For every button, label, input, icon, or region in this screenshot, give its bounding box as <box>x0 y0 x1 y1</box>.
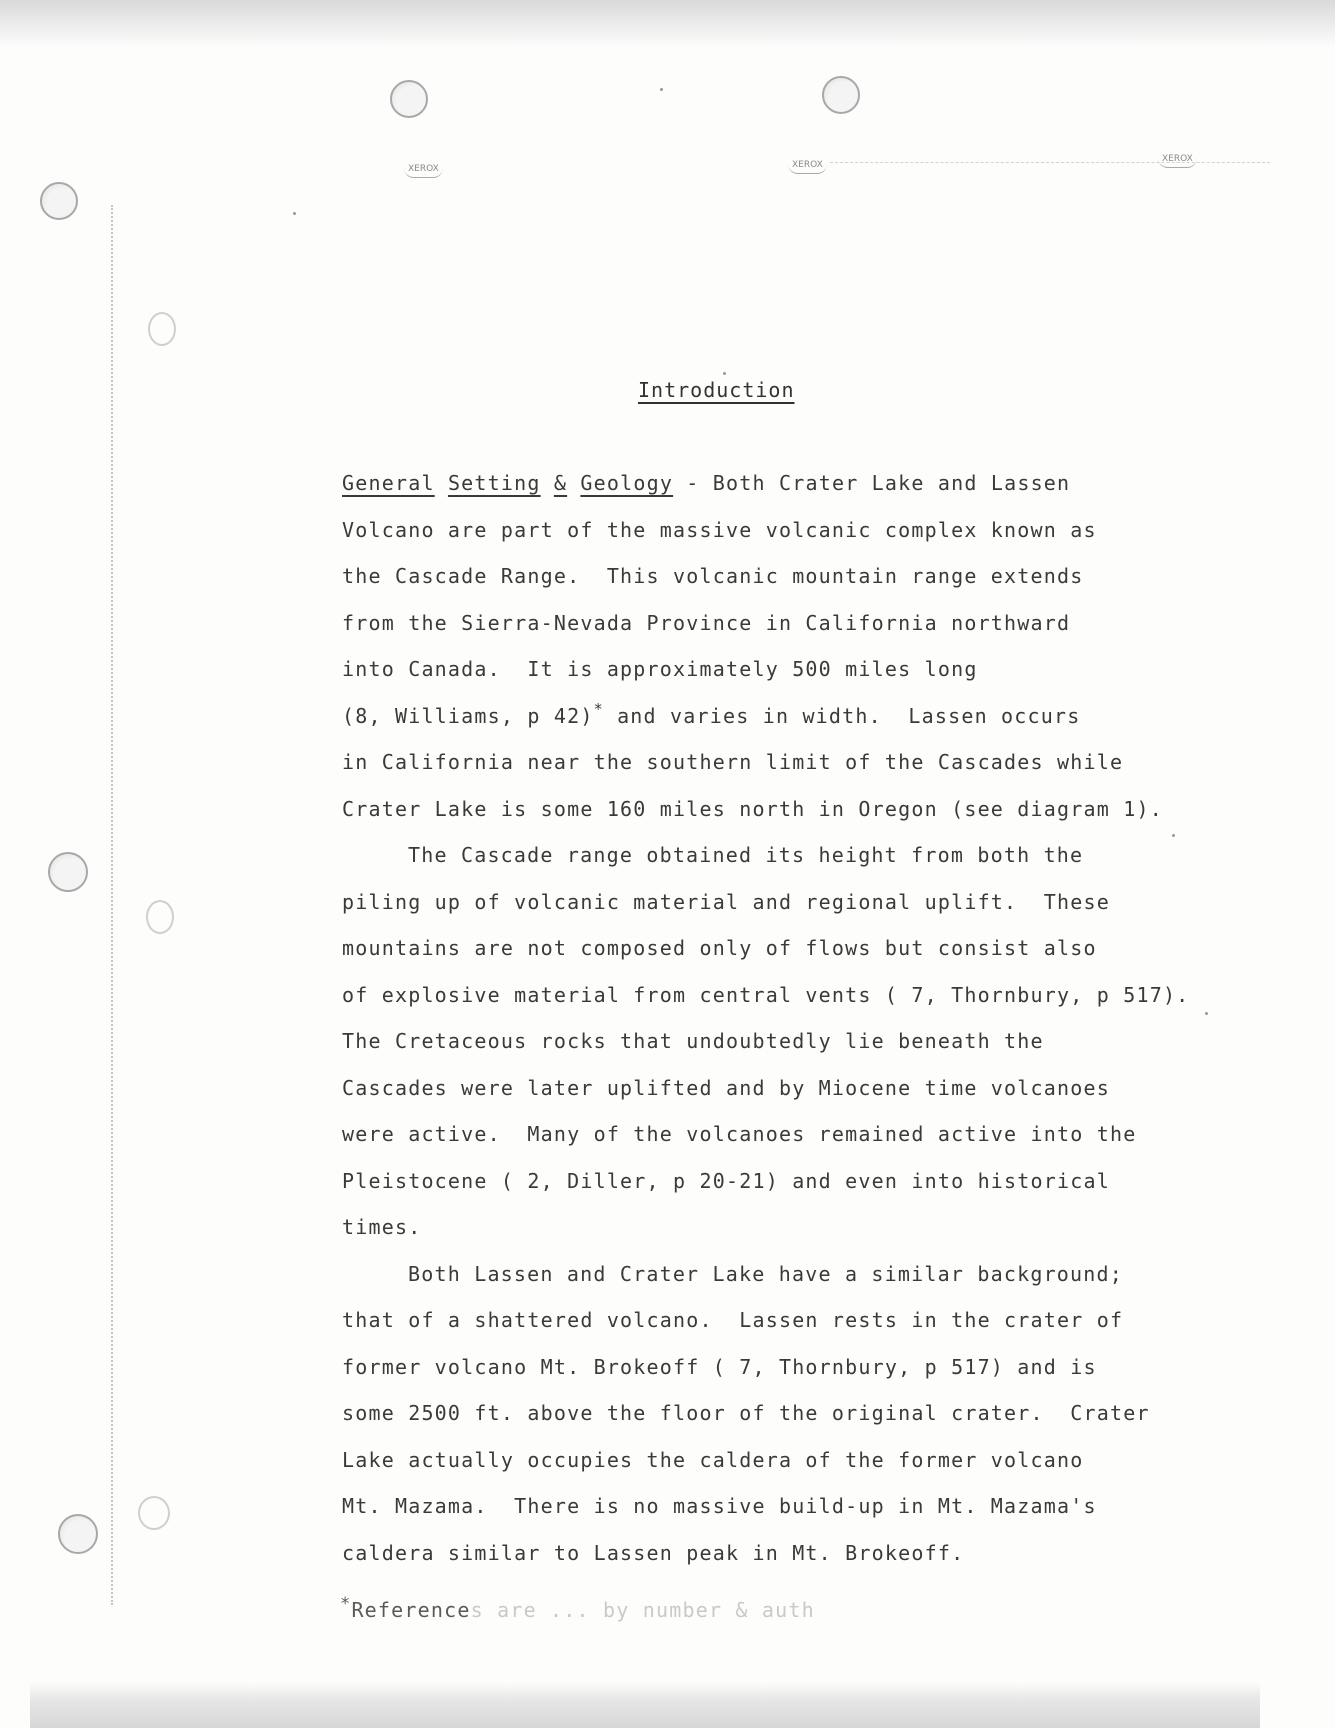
paragraph-line: former volcano Mt. Brokeoff ( 7, Thornbury, p 517) and is <box>342 1354 1097 1379</box>
punch-hole-top-left <box>390 80 428 118</box>
paragraph-line: of explosive material from central vents ( 7, Thornbury, p 517). <box>342 982 1190 1007</box>
xerox-stamp: XEROX <box>1158 154 1197 168</box>
paragraph-line: were active. Many of the volcanoes remained active into the <box>342 1122 1137 1146</box>
footnote-faded-text: s are ... by number & auth <box>470 1598 815 1622</box>
scan-edge-top <box>0 0 1335 48</box>
paragraph-line: times. <box>342 1215 422 1239</box>
paragraph-line: Volcano are part of the massive volcanic complex known as <box>342 517 1097 542</box>
scan-edge-bottom <box>30 1682 1260 1728</box>
paragraph-line: piling up of volcanic material and regional uplift. These <box>342 889 1110 914</box>
paragraph-line: Pleistocene ( 2, Diller, p 20-21) and even into historical <box>342 1168 1110 1193</box>
section-lead: Geology <box>580 471 674 495</box>
paragraph-line <box>342 460 1242 507</box>
section-lead: Setting <box>447 471 541 495</box>
paragraph-line: some 2500 ft. above the floor of the original crater. Crater <box>342 1401 1150 1425</box>
footnote-marker: * <box>593 699 604 718</box>
punch-hole-left-lower <box>58 1514 98 1554</box>
paragraph-line <box>342 693 1242 740</box>
text-run: - Both Crater Lake and Lassen <box>673 471 1071 495</box>
punch-hole-left-lower-faint <box>138 1496 170 1530</box>
scan-speck <box>293 212 296 215</box>
paragraph-line: Mt. Mazama. There is no massive build-up in Mt. Mazama's <box>342 1494 1097 1518</box>
punch-hole-left-middle-faint <box>146 900 174 934</box>
citation: (8, Williams, p 42) <box>342 703 594 728</box>
paragraph-line: that of a shattered volcano. Lassen rests in the crater of <box>342 1308 1124 1332</box>
paragraph-line: the Cascade Range. This volcanic mountain range extends <box>342 564 1084 588</box>
paragraph-line: from the Sierra-Nevada Province in California northward <box>342 610 1071 635</box>
paragraph-line: Lake actually occupies the caldera of the former volcano <box>342 1447 1084 1472</box>
section-lead: & <box>553 471 568 495</box>
scan-speck <box>660 88 663 91</box>
paragraph-line: Both Lassen and Crater Lake have a similar background; <box>408 1261 1124 1286</box>
paragraph-line: Crater Lake is some 160 miles north in Oregon (see diagram 1). <box>342 796 1163 821</box>
punch-hole-left-middle <box>48 852 88 892</box>
scan-artifact-line <box>830 162 1270 163</box>
scan-speck <box>723 372 726 375</box>
footnote-text: Reference <box>351 1598 471 1622</box>
paragraph-line: in California near the southern limit of the Cascades while <box>342 750 1124 774</box>
margin-rule <box>111 205 113 1605</box>
paragraph-line: The Cascade range obtained its height from both the <box>408 843 1084 867</box>
page-title: Introduction <box>638 378 795 402</box>
xerox-stamp: XEROX <box>788 160 827 174</box>
document-body <box>342 460 1242 1576</box>
punch-hole-left-faint <box>148 312 176 346</box>
paragraph-line: into Canada. It is approximately 500 miles long <box>342 657 978 681</box>
footnote <box>340 1594 815 1622</box>
punch-hole-top-right <box>822 76 860 114</box>
xerox-stamp: XEROX <box>404 164 443 178</box>
footnote-star: * <box>340 1594 352 1614</box>
section-lead: General <box>342 471 435 495</box>
paragraph-line: mountains are not composed only of flows but consist also <box>342 936 1097 960</box>
paragraph-line: Cascades were later uplifted and by Miocene time volcanoes <box>342 1075 1110 1100</box>
paragraph-line: The Cretaceous rocks that undoubtedly lie beneath the <box>342 1029 1044 1053</box>
paragraph-line: caldera similar to Lassen peak in Mt. Brokeoff. <box>342 1540 965 1565</box>
punch-hole-left-upper <box>40 182 78 220</box>
text-run: and varies in width. Lassen occurs <box>603 703 1081 728</box>
